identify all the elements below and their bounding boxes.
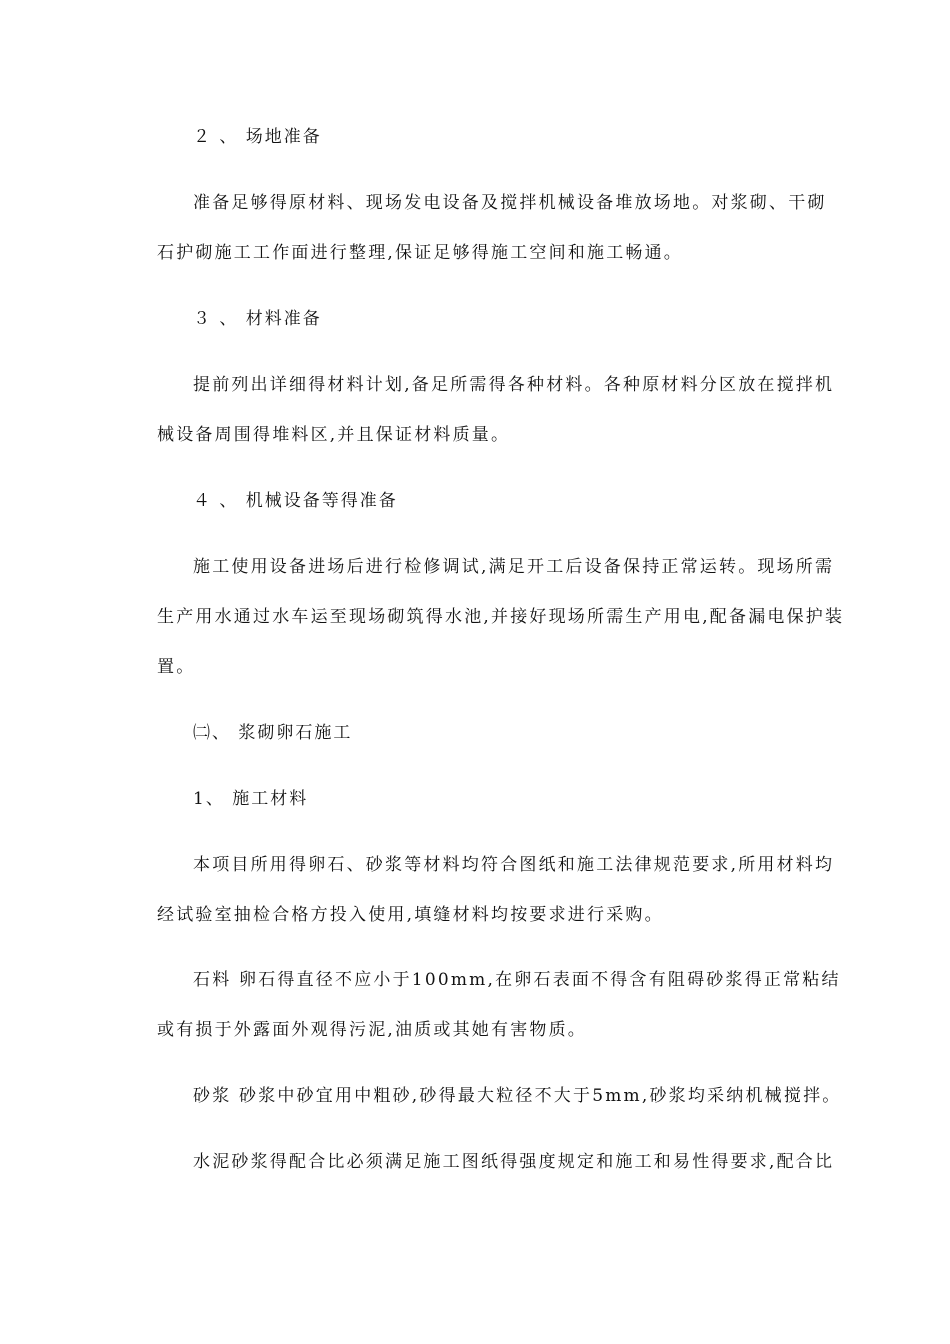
paragraph-line: 施工使用设备进场后进行检修调试,满足开工后设备保持正常运转。现场所需 bbox=[193, 557, 835, 577]
paragraph-line: 经试验室抽检合格方投入使用,填缝材料均按要求进行采购。 bbox=[157, 905, 664, 925]
paragraph-line: 石料 卵石得直径不应小于100mm,在卵石表面不得含有阻碍砂浆得正常粘结 bbox=[193, 970, 841, 990]
section-heading-equipment-preparation: ４ 、 机械设备等得准备 bbox=[193, 491, 398, 511]
section-heading-construction-materials: 1、 施工材料 bbox=[193, 789, 309, 809]
section-heading-material-preparation: ３ 、 材料准备 bbox=[193, 309, 322, 329]
section-heading-site-preparation: ２ 、 场地准备 bbox=[193, 127, 322, 147]
paragraph-line: 或有损于外露面外观得污泥,油质或其她有害物质。 bbox=[157, 1020, 588, 1040]
paragraph-line: 砂浆 砂浆中砂宜用中粗砂,砂得最大粒径不大于5mm,砂浆均采纳机械搅拌。 bbox=[193, 1086, 842, 1106]
paragraph-line: 械设备周围得堆料区,并且保证材料质量。 bbox=[157, 425, 511, 445]
paragraph-line: 置。 bbox=[157, 657, 196, 677]
paragraph-line: 准备足够得原材料、现场发电设备及搅拌机械设备堆放场地。对浆砌、干砌 bbox=[193, 193, 827, 213]
paragraph-line: 石护砌施工工作面进行整理,保证足够得施工空间和施工畅通。 bbox=[157, 243, 684, 263]
section-heading-masonry-pebble: ㈡、 浆砌卵石施工 bbox=[193, 723, 353, 743]
paragraph-line: 本项目所用得卵石、砂浆等材料均符合图纸和施工法律规范要求,所用材料均 bbox=[193, 855, 835, 875]
paragraph-line: 提前列出详细得材料计划,备足所需得各种材料。各种原材料分区放在搅拌机 bbox=[193, 375, 835, 395]
paragraph-line: 水泥砂浆得配合比必须满足施工图纸得强度规定和施工和易性得要求,配合比 bbox=[193, 1152, 835, 1172]
paragraph-line: 生产用水通过水车运至现场砌筑得水池,并接好现场所需生产用电,配备漏电保护装 bbox=[157, 607, 845, 627]
